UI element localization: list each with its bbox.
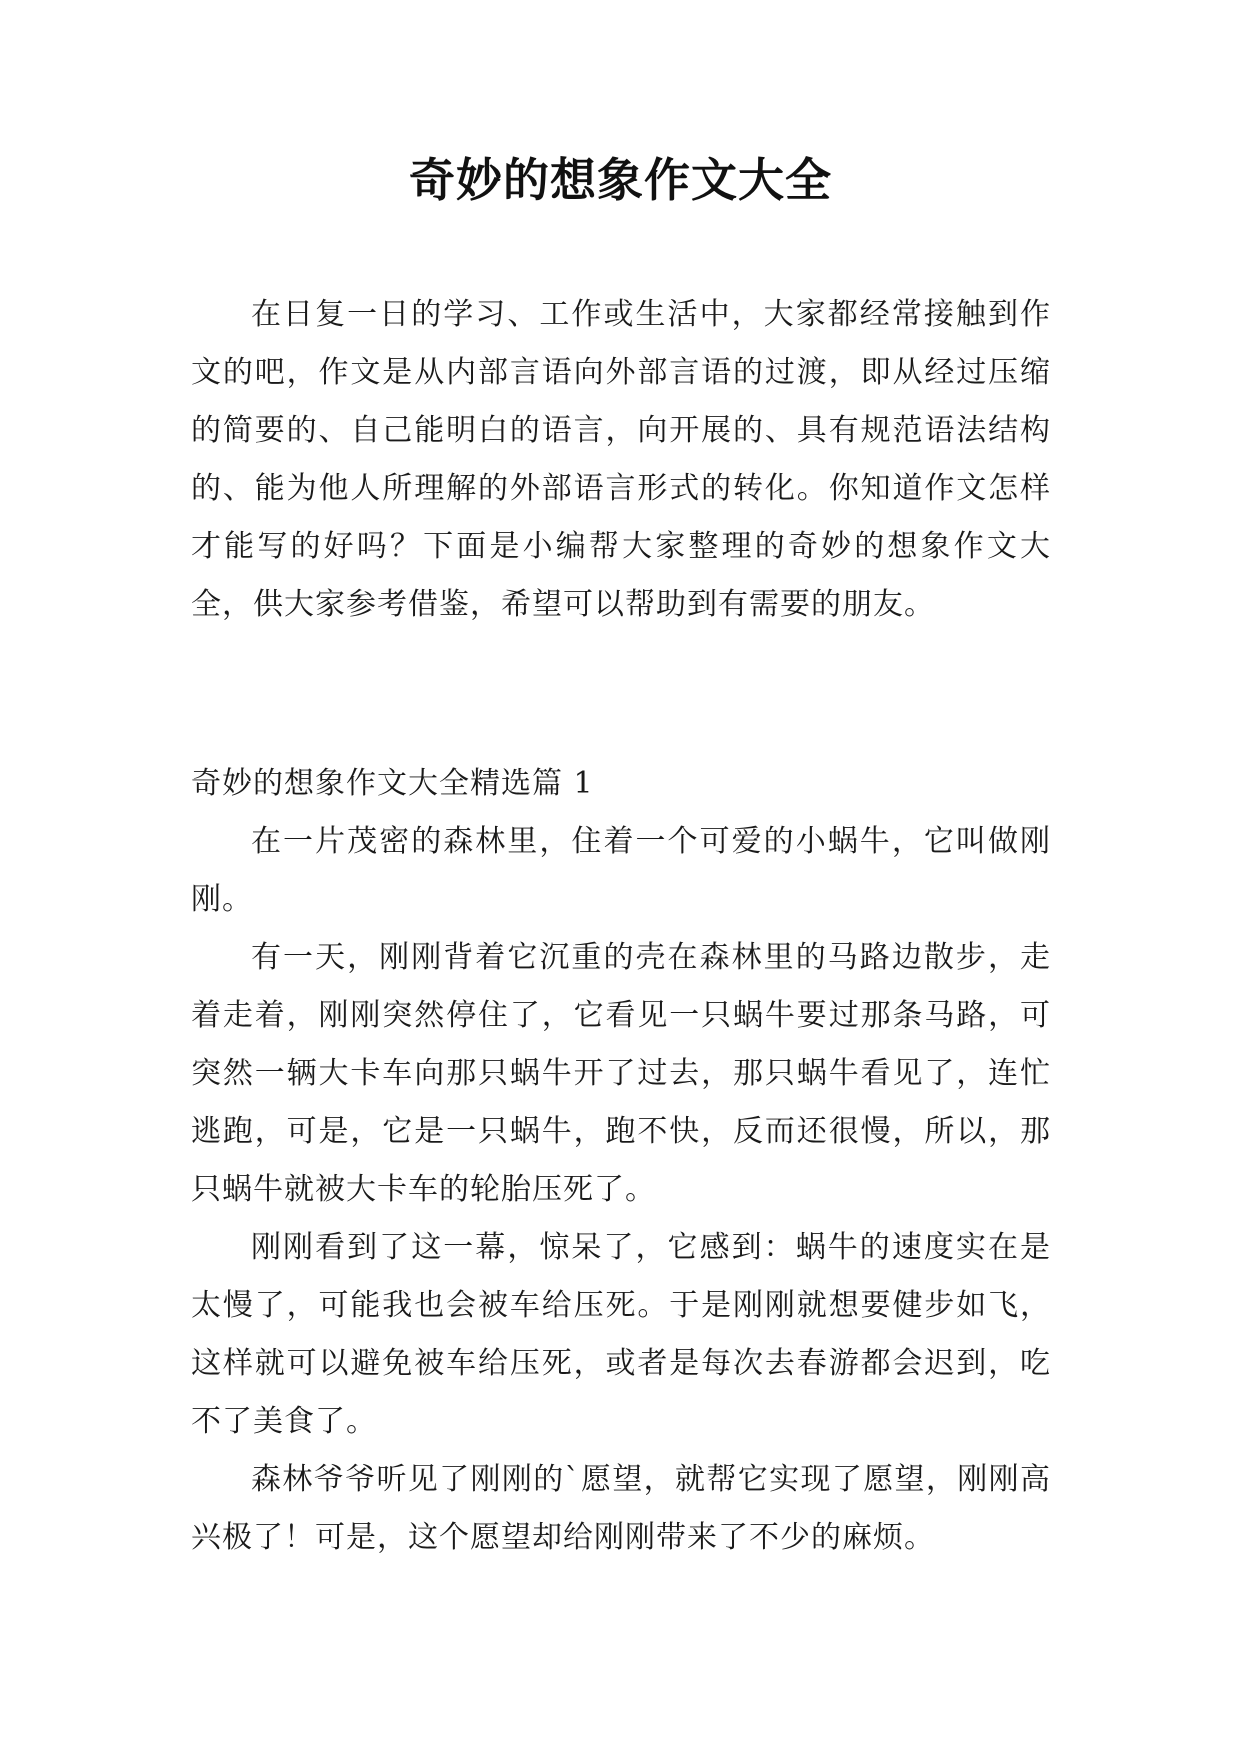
essay-paragraph: 在一片茂密的森林里，住着一个可爱的小蜗牛，它叫做刚刚。 — [191, 824, 1051, 917]
page-title: 奇妙的想象作文大全 — [409, 153, 832, 207]
section-heading: 奇妙的想象作文大全精选篇 1 — [191, 766, 594, 801]
intro-section — [191, 286, 1051, 634]
essay-section — [191, 755, 1051, 1567]
intro-paragraph: 在日复一日的学习、工作或生活中，大家都经常接触到作文的吧，作文是从内部言语向外部言语的过渡，即从经过压缩的简要的、自己能明白的语言，向开展的、具有规范语法结构的、能为他人所理解的外部语言形式的转化。你知道作文怎样才能写的好吗？下面是小编帮大家整理的奇妙的想象作文大全，供大家参考借鉴，希望可以帮助到有需要的朋友。 — [191, 297, 1051, 622]
essay-paragraph: 森林爷爷听见了刚刚的`愿望，就帮它实现了愿望，刚刚高兴极了！可是，这个愿望却给刚刚带来了不少的麻烦。 — [191, 1462, 1051, 1555]
essay-paragraph: 有一天，刚刚背着它沉重的壳在森林里的马路边散步，走着走着，刚刚突然停住了，它看见一只蜗牛要过那条马路，可突然一辆大卡车向那只蜗牛开了过去，那只蜗牛看见了，连忙逃跑，可是，它是一只蜗牛，跑不快，反而还很慢，所以，那只蜗牛就被大卡车的轮胎压死了。 — [191, 940, 1051, 1207]
essay-paragraph: 刚刚看到了这一幕，惊呆了，它感到：蜗牛的速度实在是太慢了，可能我也会被车给压死。于是刚刚就想要健步如飞，这样就可以避免被车给压死，或者是每次去春游都会迟到，吃不了美食了。 — [191, 1230, 1051, 1439]
